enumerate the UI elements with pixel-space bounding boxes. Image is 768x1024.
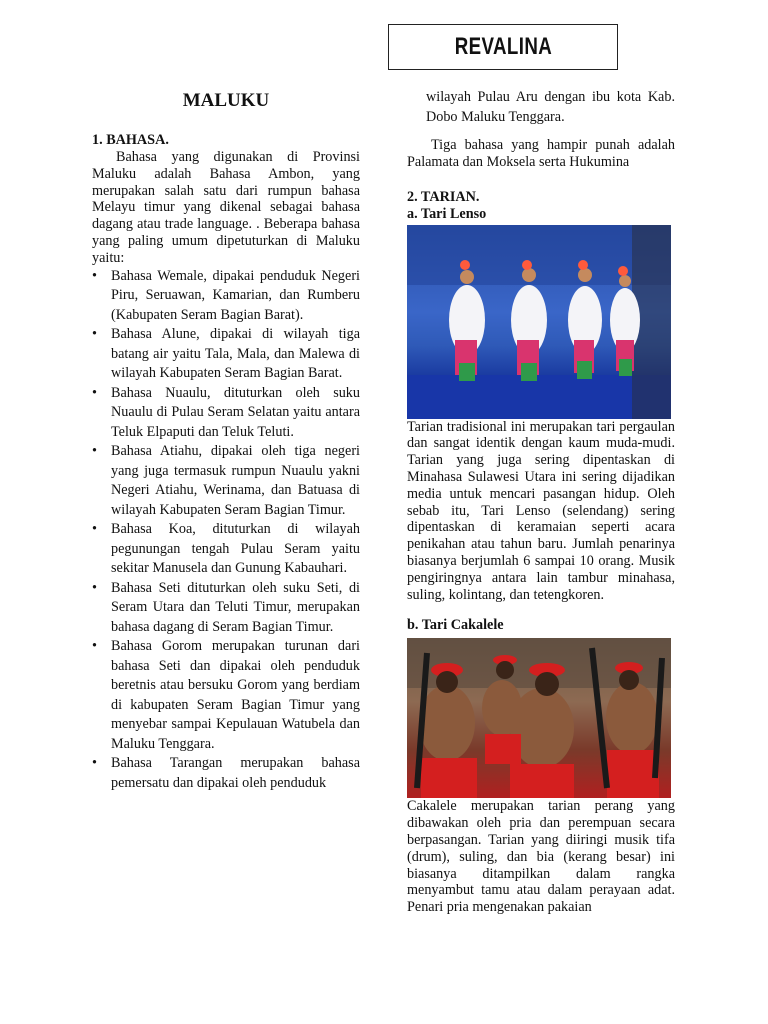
section-heading-bahasa: 1. BAHASA.	[92, 132, 169, 148]
tari-lenso-photo	[407, 225, 671, 419]
tari-cakalele-photo	[407, 638, 671, 798]
right-column	[407, 88, 675, 916]
lenso-dancers-illustration	[407, 225, 671, 419]
list-item: • Bahasa Wemale, dipakai penduduk Negeri Piru, Seruawan, Kamarian, dan Rumberu (Kabupaten Seram Bagian Barat).	[92, 267, 360, 326]
list-item: • Bahasa Nuaulu, dituturkan oleh suku Nuaulu di Pulau Seram Selatan yaitu antara Teluk Elpaputi dan Teluk Teluti.	[92, 384, 360, 443]
author-name: REVALINA	[454, 33, 552, 60]
lenso-description: Tarian tradisional ini merupakan tari pergaulan dan sangat identik dengan kaum muda-mudi. Tarian yang juga sering dipentaskan di Minahasa Sulawesi Utara ini sering dijadikan media untuk mencari pasangan hidup. Oleh sebab itu, Tari Lenso (selendang) sering dipentaskan di keramaian seperti acara penikahan atau tahun baru. Jumlah penarinya biasanya berjumlah 6 sampai 10 orang. Musik pengiringnya antara lain tambur minahasa, suling, kolintang, dan tetengkoren.	[407, 418, 675, 603]
cakalele-warriors-illustration	[407, 638, 671, 798]
dance-heading-cakalele: b. Tari Cakalele	[407, 617, 504, 634]
dance-heading-lenso: a. Tari Lenso	[407, 205, 487, 222]
page-title: MALUKU	[182, 90, 270, 111]
list-item: • Bahasa Alune, dipakai di wilayah tiga batang air yaitu Tala, Mala, dan Malewa di wilayah Kabupaten Seram Bagian Barat.	[92, 325, 360, 384]
left-column	[92, 88, 360, 793]
list-item: • Bahasa Gorom merupakan turunan dari bahasa Seti dan dipakai oleh penduduk beretnis atau bersuku Gorom yang berdiam di kabupaten Seram Bagian Timur yang menyebar sampai Kepulauan Watubela dan Maluku Tenggara.	[92, 637, 360, 754]
bullet-continuation: wilayah Pulau Aru dengan ibu kota Kab. Dobo Maluku Tenggara.	[426, 89, 675, 125]
list-item: • Bahasa Koa, dituturkan di wilayah pegunungan tengah Pulau Seram yaitu sekitar Manusela dan Gunung Kabauhari.	[92, 520, 360, 579]
cakalele-description: Cakalele merupakan tarian perang yang dibawakan oleh pria dan perempuan secara berpasangan. Tarian yang diiringi musik tifa (drum), suling, dan bia (kerang besar) ini biasanya ditampilkan dalam rangka menyambut tamu atau dalam perayaan adat. Penari pria mengenakan pakaian	[407, 798, 675, 916]
list-item: • Bahasa Seti dituturkan oleh suku Seti, di Seram Utara dan Teluti Timur, merupakan bahasa dagang di Seram Bagian Timur.	[92, 579, 360, 638]
language-list	[92, 267, 360, 794]
list-item: • Bahasa Atiahu, dipakai oleh tiga negeri yang juga termasuk rumpun Nuaulu yakni Negeri Atiahu, Werinama, dan Batuasa di wilayah Kabupaten Seram Bagian Timur.	[92, 442, 360, 520]
section-heading-tarian: 2. TARIAN.	[407, 188, 480, 205]
extinct-languages-note: Tiga bahasa yang hampir punah adalah Palamata dan Moksela serta Hukumina	[407, 137, 675, 170]
list-item: • Bahasa Tarangan merupakan bahasa pemersatu dan dipakai oleh penduduk	[92, 754, 360, 793]
author-name-box	[388, 24, 618, 70]
bahasa-intro: Bahasa yang digunakan di Provinsi Maluku adalah Bahasa Ambon, yang merupakan salah satu dari rumpun bahasa Melayu timur yang dikenal sebagai bahasa dagang atau trade language. . Beberapa bahasa yang paling umum dipetuturkan di Maluku yaitu:	[92, 149, 360, 266]
